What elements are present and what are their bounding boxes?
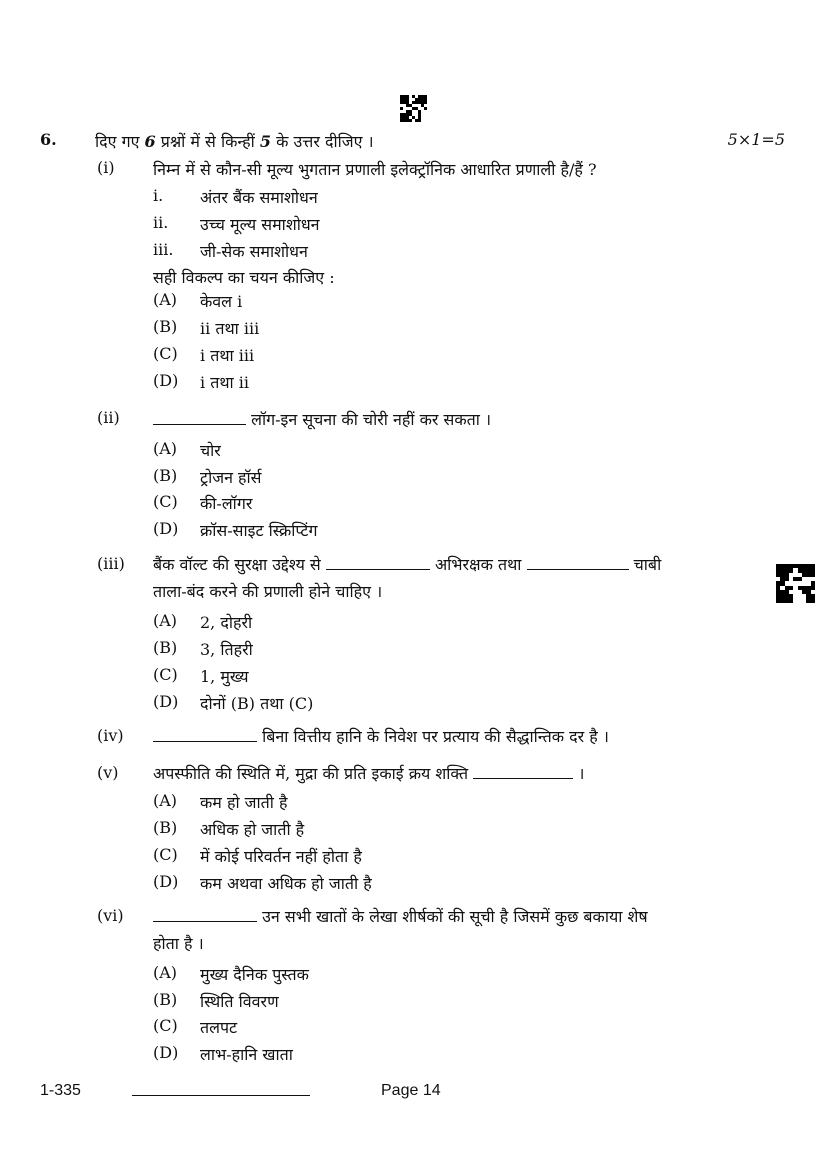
- sub-question-text: [153, 553, 661, 575]
- option-letter: (D): [153, 519, 179, 538]
- paper-code: 1-335: [40, 1082, 81, 1099]
- instruction-part: प्रश्नों में से किन्हीं: [155, 132, 260, 151]
- statement-number: iii.: [153, 240, 174, 259]
- option-text: केवल i: [200, 292, 243, 311]
- option-text: 1, मुख्य: [200, 667, 249, 686]
- sub-question-text-part: ।: [578, 764, 585, 783]
- sub-question-number: (v): [97, 763, 119, 782]
- option-letter: (B): [153, 990, 178, 1009]
- option-text: अधिक हो जाती है: [200, 820, 305, 839]
- option-letter: (A): [153, 611, 178, 630]
- question-number: 6.: [40, 130, 57, 149]
- statement-text: अंतर बैंक समाशोधन: [200, 188, 318, 207]
- sub-question-number: (i): [97, 158, 115, 177]
- option-letter: (A): [153, 963, 178, 982]
- sub-question-text: होता है ।: [153, 934, 204, 953]
- option-text: दोनों (B) तथा (C): [200, 694, 314, 713]
- option-letter: (B): [153, 317, 178, 336]
- option-text: 2, दोहरी: [200, 613, 253, 632]
- option-text: i तथा ii: [200, 373, 250, 392]
- option-letter: (A): [153, 791, 178, 810]
- sub-question-text: [153, 905, 648, 927]
- option-text: ट्रोजन हॉर्स: [200, 468, 262, 487]
- sub-question-text-part: अपस्फीति की स्थिति में, मुद्रा की प्रति इकाई क्रय शक्ति: [153, 764, 469, 783]
- option-letter: (C): [153, 845, 178, 864]
- option-text: चोर: [200, 441, 221, 460]
- sub-question-text: ताला-बंद करने की प्रणाली होने चाहिए ।: [153, 582, 383, 601]
- sub-question-text-part: बैंक वॉल्ट की सुरक्षा उद्देश्य से: [153, 555, 321, 574]
- option-text: में कोई परिवर्तन नहीं होता है: [200, 847, 362, 866]
- answer-blank: [153, 909, 257, 922]
- sub-question-text-part: बिना वित्तीय हानि के निवेश पर प्रत्याय की सैद्धान्तिक दर है ।: [262, 727, 609, 746]
- option-text: कम हो जाती है: [200, 793, 288, 812]
- option-letter: (A): [153, 290, 178, 309]
- option-letter: (B): [153, 466, 178, 485]
- sub-question-text: निम्न में से कौन-सी मूल्य भुगतान प्रणाली इलेक्ट्रॉनिक आधारित प्रणाली है/हैं ?: [153, 160, 597, 179]
- sub-question-text-part: उन सभी खातों के लेखा शीर्षकों की सूची है जिसमें कुछ बकाया शेष: [262, 907, 648, 926]
- sub-question-text-part: अभिरक्षक तथा: [434, 555, 522, 574]
- option-text: मुख्य दैनिक पुस्तक: [200, 965, 309, 984]
- sub-question-text-part: लॉग-इन सूचना की चोरी नहीं कर सकता ।: [251, 410, 492, 429]
- instruction-count: 5: [259, 132, 272, 151]
- answer-blank: [153, 729, 257, 742]
- page-number: Page 14: [381, 1082, 441, 1099]
- option-text: 3, तिहरी: [200, 640, 253, 659]
- option-text: i तथा iii: [200, 346, 255, 365]
- option-letter: (D): [153, 872, 179, 891]
- option-letter: (D): [153, 371, 179, 390]
- option-text: कम अथवा अधिक हो जाती है: [200, 874, 372, 893]
- sub-question-number: (vi): [97, 906, 124, 925]
- option-letter: (A): [153, 439, 178, 458]
- statement-text: जी-सेक समाशोधन: [200, 242, 308, 261]
- sub-question-number: (iii): [97, 554, 125, 573]
- option-text: तलपट: [200, 1018, 238, 1037]
- qr-code-icon: [776, 564, 815, 603]
- option-text: लाभ-हानि खाता: [200, 1045, 293, 1064]
- option-letter: (C): [153, 1016, 178, 1035]
- answer-blank: [527, 557, 629, 570]
- instruction-count: 6: [144, 132, 156, 151]
- footer-divider: [132, 1095, 310, 1096]
- question-instruction: [95, 130, 374, 152]
- statement-text: उच्च मूल्य समाशोधन: [200, 215, 320, 234]
- sub-question-number: (iv): [97, 726, 124, 745]
- option-text: ii तथा iii: [200, 319, 260, 338]
- option-letter: (B): [153, 818, 178, 837]
- option-letter: (C): [153, 665, 178, 684]
- option-text: की-लॉगर: [200, 494, 253, 513]
- option-letter: (C): [153, 492, 178, 511]
- option-letter: (C): [153, 344, 178, 363]
- sub-question-text: [153, 762, 584, 784]
- answer-blank: [473, 766, 573, 779]
- statement-number: ii.: [153, 213, 169, 232]
- sub-question-text-part: चाबी: [633, 555, 662, 574]
- sub-question-text: [153, 725, 609, 747]
- option-text: स्थिति विवरण: [200, 992, 279, 1011]
- instruction-part: दिए गए: [95, 132, 145, 151]
- statement-number: i.: [153, 186, 164, 205]
- instruction-part: के उत्तर दीजिए ।: [271, 132, 374, 151]
- marks: 5×1=5: [727, 130, 785, 149]
- option-letter: (D): [153, 1043, 179, 1062]
- option-letter: (D): [153, 692, 179, 711]
- option-text: क्रॉस-साइट स्क्रिप्टिंग: [200, 521, 318, 540]
- sub-question-number: (ii): [97, 408, 120, 427]
- option-letter: (B): [153, 638, 178, 657]
- qr-code-icon: [400, 95, 427, 122]
- choose-instruction: सही विकल्प का चयन कीजिए :: [153, 268, 335, 287]
- answer-blank: [326, 557, 430, 570]
- sub-question-text: [153, 408, 491, 430]
- answer-blank: [153, 412, 246, 425]
